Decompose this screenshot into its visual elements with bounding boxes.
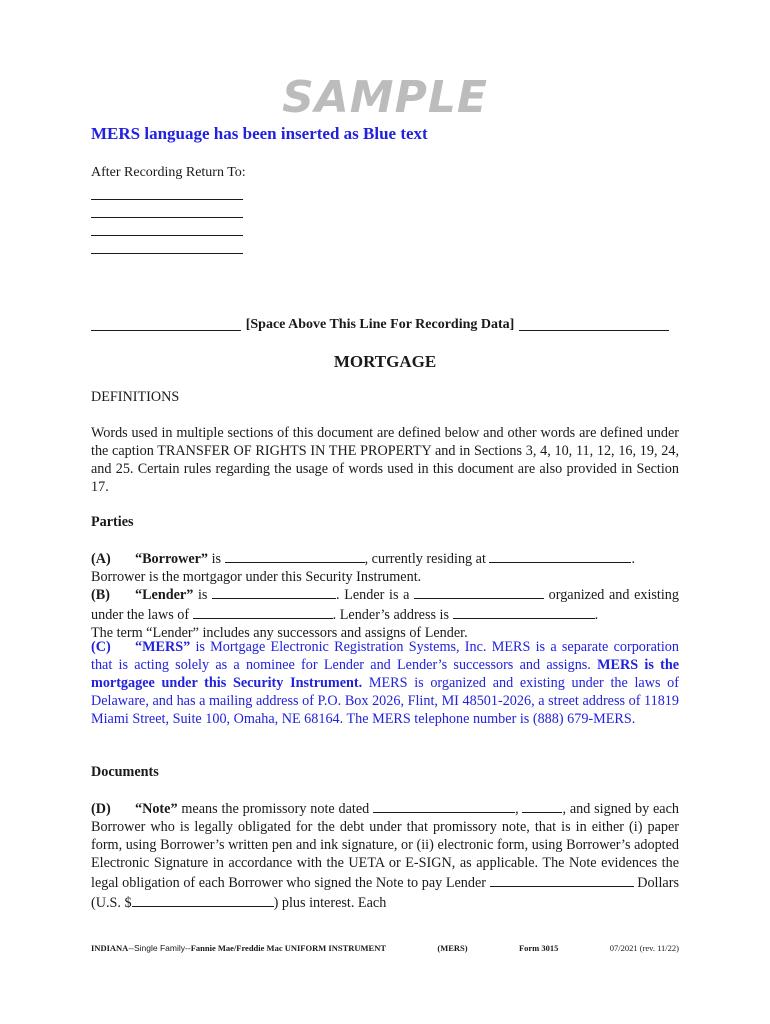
borrower-description: Borrower is the mortgagor under this Security Instrument. xyxy=(91,568,422,585)
note-date-blank[interactable] xyxy=(373,799,515,813)
text-segment: . xyxy=(594,606,599,623)
parties-heading: Parties xyxy=(91,514,134,530)
lender-state-blank[interactable] xyxy=(193,605,333,619)
text-segment: MERS is organized and existing under the laws of Delaware, and has a mailing address of P.O. Box 2026, Flint, MI 48501-2026, a street address of 11819 Miami Street, Suite 100, Omaha, NE 68164. The MERS telephone number is (888) 679-MERS. xyxy=(91,674,679,727)
borrower-name-blank[interactable] xyxy=(225,549,365,563)
text-segment: , and signed by each Borrower who is legally obligated for the debt under that promissory note, that is in either (i) paper form, using Borrower’s written pen and ink signature, or (ii) electronic form, using Borrower’s adopted Electronic Signature in accordance with the UETA or E-SIGN, as applicable. The Note evidences the legal obligation of each Borrower who signed the Note to pay Lender xyxy=(91,801,679,891)
text-segment: is Mortgage Electronic Registration Systems, Inc. MERS is a separate corporation that is acting solely as a nominee for Lender and Lender’s successors and assigns. xyxy=(91,639,679,673)
page-footer xyxy=(91,943,679,953)
text-segment: , xyxy=(515,801,523,817)
text-segment: . Lender is a xyxy=(336,587,415,603)
recording-data-separator xyxy=(91,316,669,333)
item-label: (C) xyxy=(91,639,111,655)
return-to-label: After Recording Return To: xyxy=(91,165,246,180)
document-title: MORTGAGE xyxy=(333,352,437,371)
text-segment: , currently residing at xyxy=(364,551,490,567)
lender-address-blank[interactable] xyxy=(453,605,595,619)
sample-watermark: SAMPLE xyxy=(282,72,488,123)
item-label: (D) xyxy=(91,801,111,817)
footer-form-number: Form 3015 xyxy=(518,943,559,953)
text-segment: is xyxy=(193,587,213,603)
footer-date: 07/2021 (rev. 11/22) xyxy=(609,943,679,953)
definitions-intro: Words used in multiple sections of this document are defined below and other words are defined under the caption TRANSFER OF RIGHTS IN THE PROPERTY and in Sections 3, 4, 10, 11, 12, 16, 19, 24, and 25. Certain rules regarding the usage of words used in this document are also provided in Section 17. xyxy=(91,425,679,495)
footer-separator: -- xyxy=(185,943,191,953)
item-label: (B) xyxy=(91,587,110,603)
text-segment: is xyxy=(208,551,225,567)
footer-mers: (MERS) xyxy=(437,943,468,953)
term-lender: “Lender” xyxy=(135,587,194,603)
footer-state: INDIANA xyxy=(91,943,129,953)
return-line-1[interactable] xyxy=(91,182,243,200)
mers-mortgagee-statement: MERS is the mortgagee under this Security Instrument. xyxy=(91,656,680,691)
note-amount-words-blank[interactable] xyxy=(490,873,634,887)
term-note: “Note” xyxy=(135,801,178,817)
footer-separator: -- xyxy=(128,943,134,953)
return-line-2[interactable] xyxy=(91,200,243,218)
footer-instrument xyxy=(91,943,386,953)
lender-entity-type-blank[interactable] xyxy=(414,585,544,599)
item-label: (A) xyxy=(91,551,111,567)
return-line-4[interactable] xyxy=(91,236,243,254)
separator-rule-right xyxy=(519,316,669,331)
lender-description: The term “Lender” includes any successors and assigns of Lender. xyxy=(91,624,468,641)
term-borrower: “Borrower” xyxy=(135,551,209,567)
definition-mers xyxy=(91,639,679,729)
note-amount-dollars-blank[interactable] xyxy=(132,893,274,907)
definition-note xyxy=(91,799,679,912)
note-year-blank[interactable] xyxy=(522,799,562,813)
borrower-address-blank[interactable] xyxy=(489,549,631,563)
text-segment: ) plus interest. Each xyxy=(273,894,387,911)
return-address-block xyxy=(91,164,246,254)
lender-name-blank[interactable] xyxy=(212,585,336,599)
definition-borrower xyxy=(91,549,679,587)
mers-note-heading: MERS language has been inserted as Blue text xyxy=(91,124,428,143)
definitions-heading: DEFINITIONS xyxy=(91,389,180,405)
documents-heading: Documents xyxy=(91,764,159,780)
separator-rule-left xyxy=(91,316,241,331)
space-above-label: [Space Above This Line For Recording Data] xyxy=(245,317,515,332)
term-mers: “MERS” xyxy=(135,639,191,655)
text-segment: Dollars (U.S. $ xyxy=(91,874,679,911)
text-segment: organized and existing under the laws of xyxy=(91,587,679,623)
footer-agencies: Fannie Mae/Freddie Mac UNIFORM INSTRUMENT xyxy=(190,943,387,953)
text-segment: . Lender’s address is xyxy=(332,606,453,623)
return-line-3[interactable] xyxy=(91,218,243,236)
definition-lender xyxy=(91,585,679,643)
footer-family: Single Family xyxy=(133,943,186,953)
text-segment: . xyxy=(631,551,636,567)
text-segment: means the promissory note dated xyxy=(177,801,374,817)
